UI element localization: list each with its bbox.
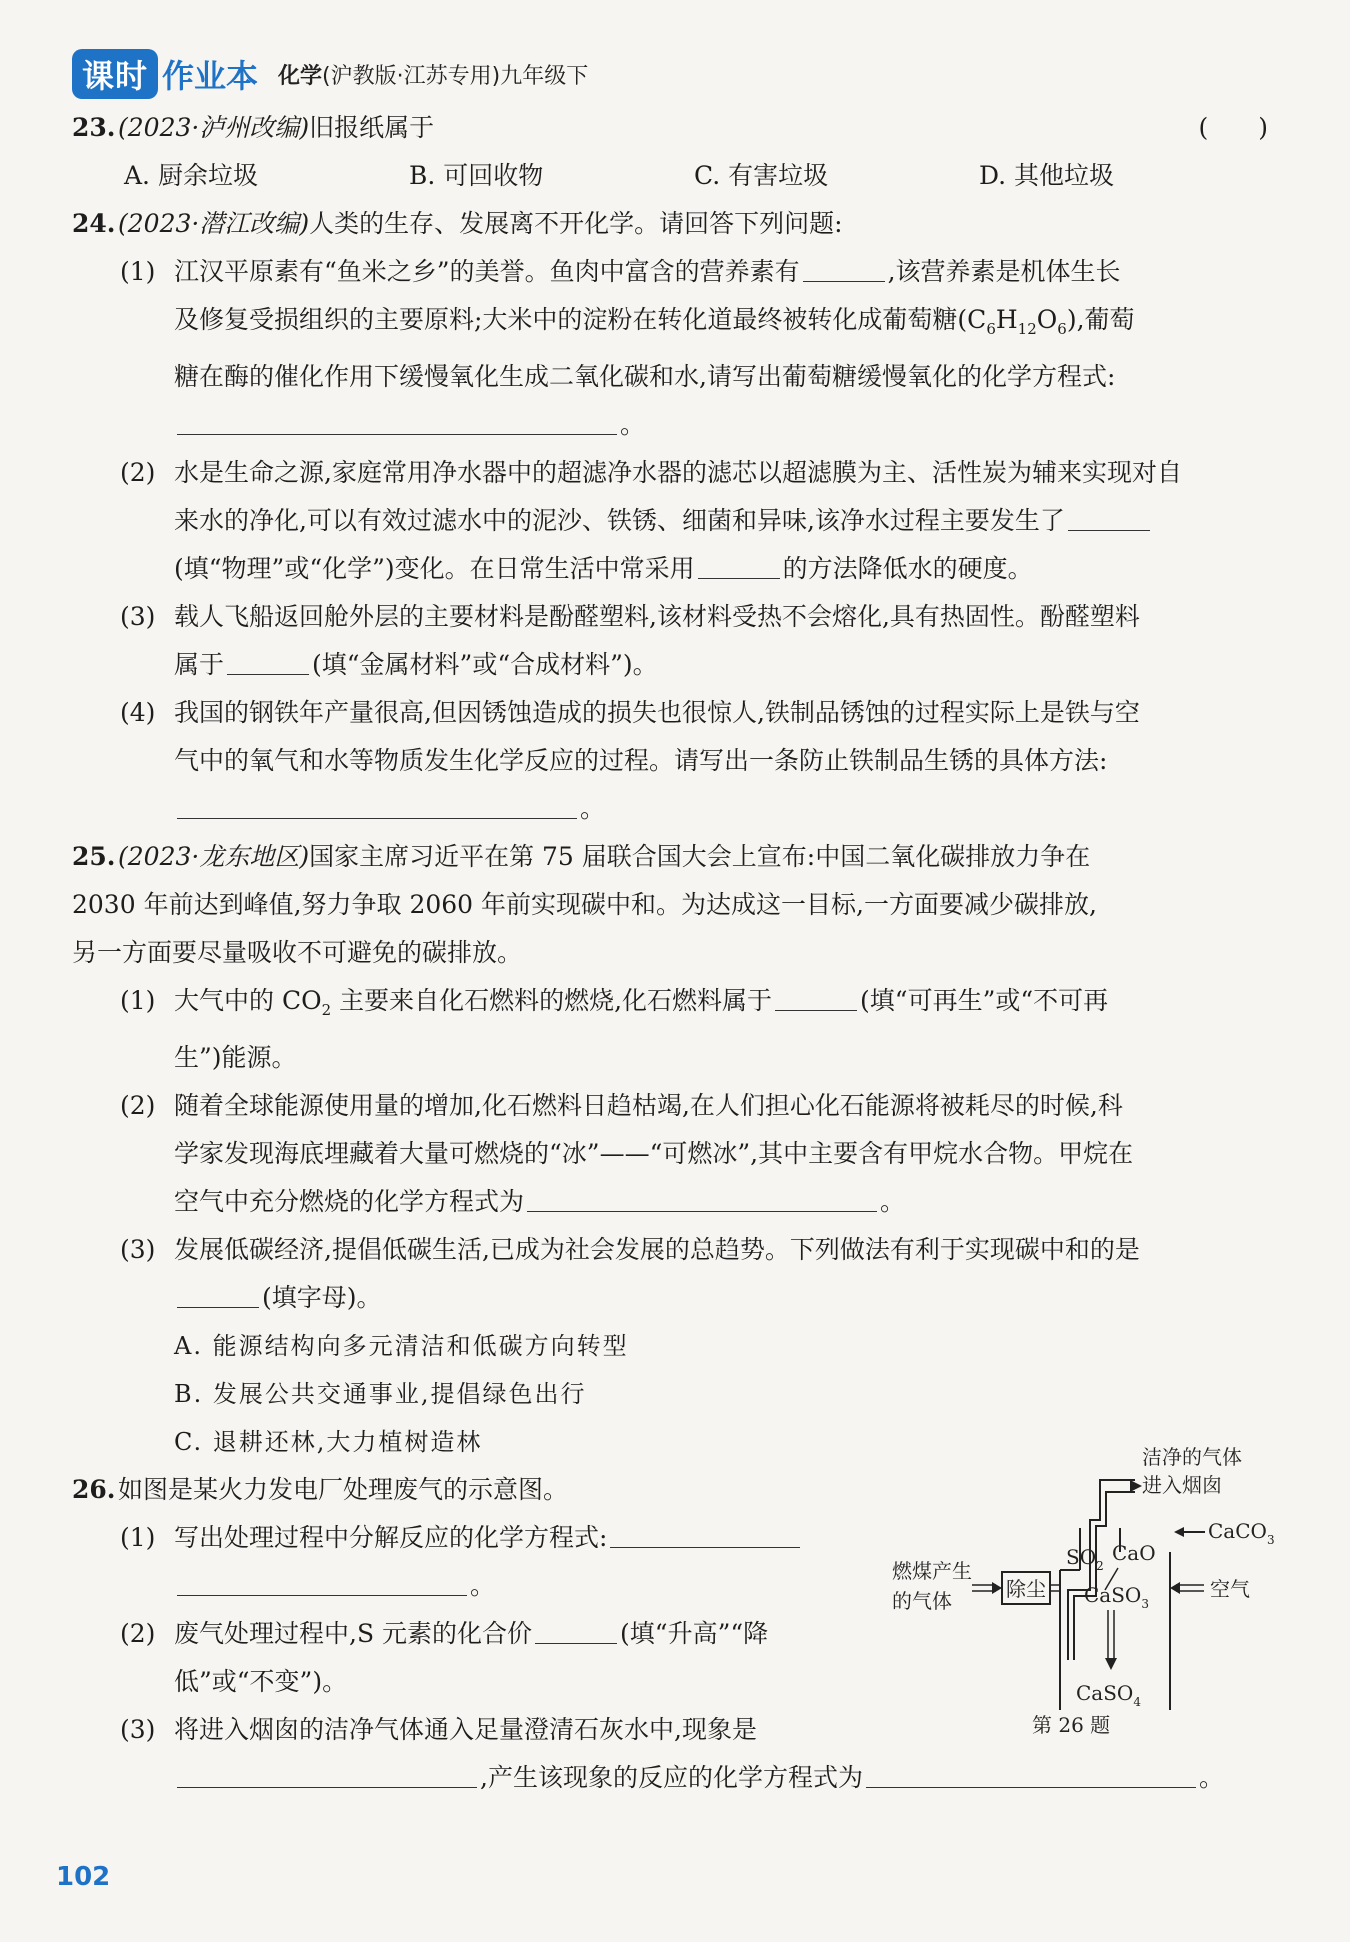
subquestion-3: (3) 发展低碳经济,提倡低碳生活,已成为社会发展的总趋势。下列做法有利于实现碳中和的是 (填字母)。 xyxy=(120,1235,1140,1312)
page-number: 102 xyxy=(56,1862,111,1892)
dust-removal-label: 除尘 xyxy=(1006,1577,1046,1601)
clean-gas-path-inner xyxy=(1074,1492,1135,1660)
clean-gas-label-1: 洁净的气体 xyxy=(1142,1445,1242,1469)
answer-blank[interactable] xyxy=(177,1757,477,1788)
subquestion-4: (4) 我国的钢铁年产量很高,但因锈蚀造成的损失也很惊人,铁制品锈蚀的过程实际上是铁与空 气中的氧气和水等物质发生化学反应的过程。请写出一条防止铁制品生锈的具体方法: 。 xyxy=(120,698,1140,823)
option-b: B. 可回收物 xyxy=(409,161,544,190)
caso3-label: CaSO$_3$ xyxy=(1084,1583,1149,1611)
question-number: 26. xyxy=(72,1475,116,1504)
choice-a: A. 能源结构向多元清洁和低碳方向转型 xyxy=(174,1332,629,1360)
subquestion-2: (2) 废气处理过程中,S 元素的化合价 (填“升高”“降 低”或“不变”)。 xyxy=(72,1610,1268,1706)
flue-gas-diagram xyxy=(880,1440,1280,1740)
choice-b: B. 发展公共交通事业,提倡绿色出行 xyxy=(174,1380,587,1408)
subquestion-3: (3) 将进入烟囱的洁净气体通入足量澄清石灰水中,现象是 ,产生该现象的反应的化学方程式为 。 xyxy=(120,1715,1224,1792)
question-stem: 人类的生存、发展离不开化学。请回答下列问题: xyxy=(309,209,843,238)
so2-label: $SO_2$ xyxy=(1066,1545,1104,1573)
answer-paren: ( ) xyxy=(1198,113,1268,142)
answer-blank[interactable] xyxy=(227,644,309,675)
question-stem: 旧报纸属于 xyxy=(309,113,435,142)
book-subject: 化学(沪教版·江苏专用)九年级下 xyxy=(278,63,589,89)
answer-blank[interactable] xyxy=(803,251,885,282)
option-a: A. 厨余垃圾 xyxy=(124,161,258,190)
choice-c: C. 退耕还林,大力植树造林 xyxy=(174,1428,483,1456)
answer-blank[interactable] xyxy=(698,548,780,579)
answer-blank[interactable] xyxy=(177,404,617,435)
answer-blank[interactable] xyxy=(527,1181,877,1212)
options-row xyxy=(72,152,1268,200)
arrow-left-icon xyxy=(1170,1582,1180,1594)
answer-blank[interactable] xyxy=(866,1757,1196,1788)
answer-blank[interactable] xyxy=(177,788,577,819)
flue-gas-label-2: 的气体 xyxy=(892,1589,952,1613)
subquestion-2: (2) 随着全球能源使用量的增加,化石燃料日趋枯竭,在人们担心化石能源将被耗尽的时候,科 学家发现海底埋藏着大量可燃烧的“冰”——“可燃冰”,其中主要含有甲烷水合物。甲烷在 空气中充分燃烧的化学方程式为 。 xyxy=(120,1091,1134,1216)
question-number: 23. xyxy=(72,113,116,142)
caso4-label: CaSO$_4$ xyxy=(1076,1681,1141,1709)
subquestion-2: (2) 水是生命之源,家庭常用净水器中的超滤净水器的滤芯以超滤膜为主、活性炭为辅来实现对自 来水的净化,可以有效过滤水中的泥沙、铁锈、细菌和异味,该净水过程主要发生了 (填“物理”或“化学”)变化。在日常生活中常采用 的方法降低水的硬度。 xyxy=(120,458,1182,583)
brand-logo-a: 课时 xyxy=(72,49,158,99)
question-source: (2023·龙东地区) xyxy=(118,842,310,871)
page-header xyxy=(72,48,588,100)
process-flow-svg xyxy=(880,1440,1280,1740)
answer-blank[interactable] xyxy=(535,1613,617,1644)
subquestion-1: (1) 江汉平原素有“鱼米之乡”的美誉。鱼肉中富含的营养素有 ,该营养素是机体生长 及修复受损组织的主要原料;大米中的淀粉在转化道最终被转化成葡萄糖$(C_6H_{12}O_6)$,葡萄 糖在酶的催化作用下缓慢氧化生成二氧化碳和水,请写出葡萄糖缓慢氧化的化学方程式: 。 xyxy=(72,248,1268,449)
air-label: 空气 xyxy=(1210,1577,1250,1601)
question-23 xyxy=(72,104,1268,200)
arrow-left-icon xyxy=(1174,1527,1184,1537)
answer-blank[interactable] xyxy=(610,1517,800,1548)
question-number: 25. xyxy=(72,842,116,871)
flue-gas-label-1: 燃煤产生 xyxy=(892,1559,972,1583)
subquestion-1: (1) 大气中的 $CO_2$ 主要来自化石燃料的燃烧,化石燃料属于 (填“可再生”或“不可再 生”)能源。 xyxy=(72,977,1268,1082)
brand-logo-b: 作业本 xyxy=(162,57,259,95)
answer-blank[interactable] xyxy=(775,980,857,1011)
arrow-right-icon xyxy=(992,1582,1002,1594)
answer-blank[interactable] xyxy=(177,1565,467,1596)
arrow-right-icon xyxy=(1130,1480,1142,1492)
cao-label: CaO xyxy=(1112,1541,1156,1565)
question-25: 25. (2023·龙东地区)国家主席习近平在第 75 届联合国大会上宣布:中国二氧化碳排放力争在 2030 年前达到峰值,努力争取 2060 年前实现碳中和。为达成这一目标,一方面要减少碳排放, 另一方面要尽量吸收不可避免的碳排放。 (1) 大气中的 $CO_2$ 主要来自化石燃料的燃烧,化石燃料属于 (填“可再生”或“不可再 生”)能源。 (2) 随着全球能源使用量的增加,化石燃料日趋枯竭,在人们担心化石能源将被耗尽的时候,科 学家发现海底埋藏着大量可燃烧的“冰”——“可燃冰”,其中主要含有甲烷水合物。甲烷在 空气中充分燃烧的化学方程式为 。 (3) 发展低碳经济,提倡低碳生活,已成为社会发展的总趋势。下列做法有利于实现碳中和的是 (填字母)。 A. 能源结构向多元清洁和低碳方向转型 B. 发展公共交通事业,提倡绿色出行 C. 退耕还林,大力植树造林 xyxy=(72,833,1268,1466)
question-number: 24. xyxy=(72,209,116,238)
figure-caption: 第 26 题 xyxy=(1032,1713,1111,1737)
arrow-down-icon xyxy=(1105,1658,1117,1670)
answer-blank[interactable] xyxy=(1068,500,1150,531)
question-stem: 如图是某火力发电厂处理废气的示意图。 xyxy=(118,1475,569,1504)
question-source: (2023·泸州改编) xyxy=(118,113,310,142)
option-d: D. 其他垃圾 xyxy=(979,161,1115,190)
question-24 xyxy=(72,200,1268,833)
option-c: C. 有害垃圾 xyxy=(694,161,829,190)
question-source: (2023·潜江改编) xyxy=(118,209,310,238)
subquestion-3: (3) 载人飞船返回舱外层的主要材料是酚醛塑料,该材料受热不会熔化,具有热固性。酚醛塑料 属于 (填“金属材料”或“合成材料”)。 xyxy=(120,602,1140,679)
clean-gas-label-2: 进入烟囱 xyxy=(1142,1473,1222,1497)
caco3-label: CaCO$_3$ xyxy=(1208,1519,1275,1547)
answer-blank[interactable] xyxy=(177,1277,259,1308)
subquestion-1: (1) 写出处理过程中分解反应的化学方程式: 。 xyxy=(72,1514,1268,1610)
